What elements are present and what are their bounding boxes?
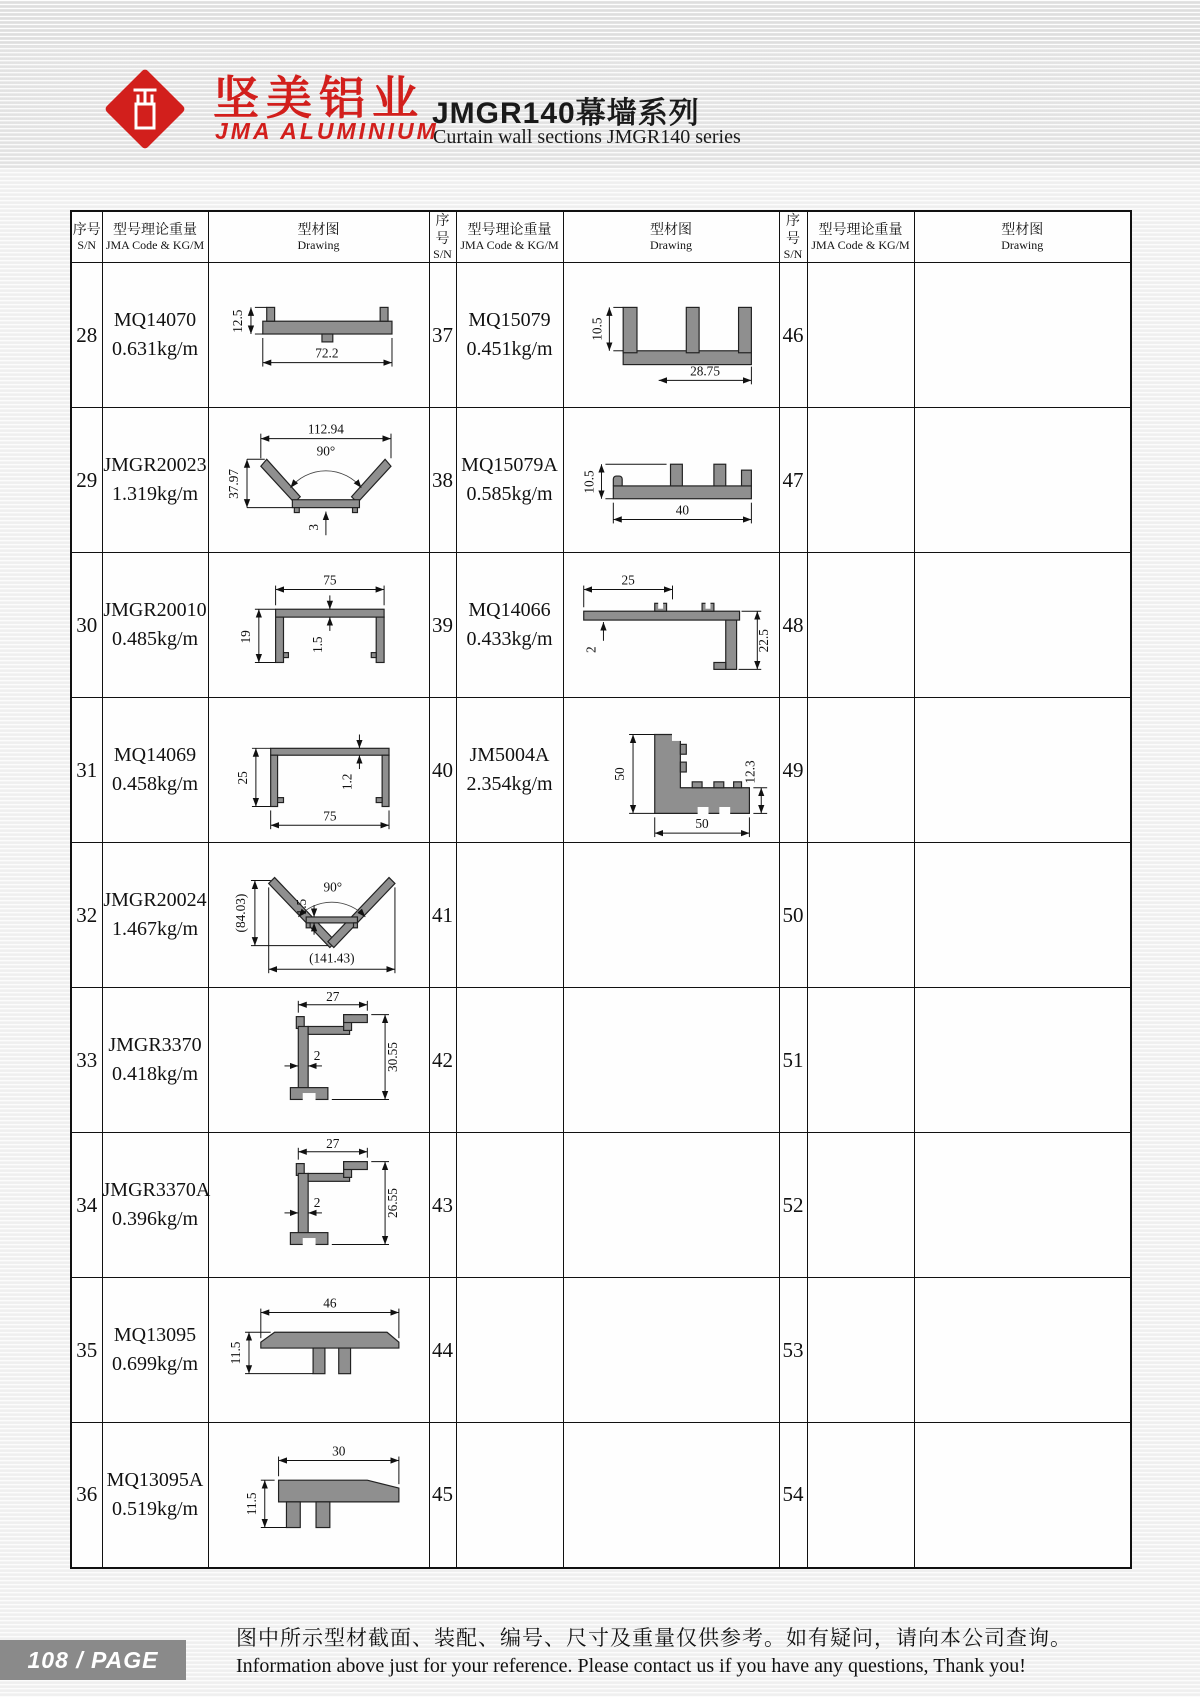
drawing-cell-empty: [914, 1133, 1131, 1278]
page-subtitle: Curtain wall sections JMGR140 series: [433, 126, 741, 148]
dim-label: 11.5: [243, 1492, 259, 1516]
dim-label: 12.3: [741, 759, 757, 784]
drawing-cell: [563, 698, 779, 843]
code-cell: [102, 1423, 208, 1568]
profile-weight: 0.458kg/m: [111, 773, 199, 795]
drawing-cell-empty: [563, 1423, 779, 1568]
drawing-cell-empty: [914, 1423, 1131, 1568]
col-header-sn-2: 序号 S/N: [429, 211, 456, 263]
dim-label: 40: [675, 502, 689, 518]
code-cell: [102, 553, 208, 698]
code-cell: [102, 1133, 211, 1278]
jma-logo-profile-icon: [108, 72, 182, 146]
table-row: [71, 843, 1131, 988]
profile-shape: [583, 603, 739, 669]
drawing-mq15079a: [564, 409, 779, 552]
sn-cell: 40: [429, 698, 456, 843]
profile-weight: 0.699kg/m: [111, 1353, 199, 1375]
col-header-drawing-3: 型材图 Drawing: [914, 211, 1131, 263]
dim-label: 37.97: [225, 468, 241, 499]
profile-code: MQ14066: [468, 599, 551, 621]
sn-cell: 42: [429, 988, 456, 1133]
dim-label: 2: [313, 1194, 320, 1210]
code-cell: [102, 408, 208, 553]
sn-cell: 37: [429, 263, 456, 408]
profile-shape: [262, 307, 391, 342]
code-cell: [102, 698, 208, 843]
sn-cell: 30: [71, 553, 102, 698]
profile-weight: 0.485kg/m: [111, 628, 199, 650]
dim-label: 10.5: [588, 316, 604, 341]
table-header-row: [71, 211, 1131, 263]
profile-shape: [623, 307, 751, 364]
drawing-cell-empty: [914, 263, 1131, 408]
dim-label: 2: [583, 645, 599, 653]
drawing-cell: [208, 843, 429, 988]
code-cell: [456, 1133, 563, 1278]
dim-label: 22.5: [755, 628, 771, 652]
sn-cell: 41: [429, 843, 456, 988]
code-cell: [807, 843, 914, 988]
code-cell: [807, 553, 914, 698]
dim-label: 25: [234, 770, 250, 785]
drawing-cell: [208, 263, 429, 408]
profile-code: JM5004A: [469, 744, 550, 766]
drawing-cell-empty: [914, 843, 1131, 988]
sn-cell: 54: [779, 1423, 807, 1568]
drawing-mq15079: [564, 264, 779, 407]
drawing-cell: [563, 263, 779, 408]
dim-label: 112.94: [307, 421, 344, 437]
drawing-mq13095: [209, 1279, 429, 1422]
code-cell: [102, 988, 208, 1133]
dim-label: 46: [322, 1295, 336, 1311]
dim-label: 12.5: [229, 309, 245, 333]
code-cell: [807, 408, 914, 553]
drawing-jmgr20010: [209, 554, 429, 697]
drawing-cell-empty: [914, 408, 1131, 553]
drawing-cell: [208, 1278, 429, 1423]
dim-label: 72.2: [314, 345, 339, 361]
drawing-mq14070: [209, 264, 429, 407]
drawing-cell: [208, 408, 429, 553]
sn-cell: 31: [71, 698, 102, 843]
profile-code: JMGR3370: [108, 1034, 202, 1056]
drawing-jmgr20023: [209, 409, 429, 552]
dim-label: 1.2: [339, 773, 355, 790]
dim-label: (84.03): [232, 893, 248, 932]
table-row: [71, 553, 1131, 698]
brand-name-cn: 坚美铝业: [213, 72, 425, 124]
profile-weight: 1.467kg/m: [111, 918, 199, 940]
dim-label: 75: [322, 807, 336, 823]
disclaimer-cn: 图中所示型材截面、装配、编号、尺寸及重量仅供参考。如有疑问，请向本公司查询。: [236, 1627, 1072, 1650]
dim-label: 90°: [316, 442, 335, 458]
profile-code: MQ13095A: [106, 1468, 204, 1491]
col-header-code-3: 型号理论重量 JMA Code & KG/M: [807, 211, 914, 263]
sn-cell: 34: [71, 1133, 102, 1278]
sn-cell: 32: [71, 843, 102, 988]
sn-cell: 47: [779, 408, 807, 553]
profile-shape: [270, 748, 388, 806]
dim-label: 30: [331, 1443, 345, 1459]
drawing-cell-empty: [563, 1278, 779, 1423]
col-header-sn-1: 序号 S/N: [71, 211, 102, 263]
code-cell: [807, 698, 914, 843]
sn-cell: 29: [71, 408, 102, 553]
code-cell: [456, 408, 563, 553]
page-number-badge: 108 / PAGE: [0, 1640, 186, 1680]
drawing-jmgr3370: [209, 989, 429, 1132]
metallic-top-band: [0, 0, 1200, 46]
code-cell: [102, 1278, 208, 1423]
profile-weight: 0.451kg/m: [466, 338, 553, 360]
profile-weight: 0.418kg/m: [111, 1063, 199, 1085]
profile-weight: 0.585kg/m: [466, 483, 553, 505]
table-row: [71, 263, 1131, 408]
profile-shape: [290, 1161, 367, 1244]
profile-code: MQ14069: [113, 744, 197, 766]
profile-code: MQ13095: [113, 1324, 197, 1346]
col-header-drawing-2: 型材图 Drawing: [563, 211, 779, 263]
drawing-cell: [208, 698, 429, 843]
drawing-cell: [208, 553, 429, 698]
dim-label: 10.5: [581, 469, 597, 494]
sn-cell: 45: [429, 1423, 456, 1568]
profile-weight: 1.319kg/m: [111, 483, 199, 505]
profile-weight: 0.631kg/m: [111, 338, 199, 360]
profile-weight: 0.433kg/m: [466, 628, 553, 650]
sn-cell: 53: [779, 1278, 807, 1423]
sn-cell: 52: [779, 1133, 807, 1278]
table-row: [71, 408, 1131, 553]
dim-label: 50: [694, 815, 709, 831]
dim-label: 1.5: [293, 898, 309, 915]
code-cell: [456, 1278, 563, 1423]
dim-label: 30.55: [384, 1041, 400, 1072]
code-cell: [807, 1423, 914, 1568]
drawing-cell-empty: [563, 1133, 779, 1278]
profile-code: MQ15079: [468, 309, 551, 331]
profile-shape: [260, 459, 390, 512]
dim-label: 90°: [322, 878, 342, 894]
drawing-cell: [208, 1133, 429, 1278]
profile-weight: 0.396kg/m: [111, 1208, 199, 1230]
drawing-cell: [208, 988, 429, 1133]
dim-label: 27: [325, 1135, 339, 1151]
sn-cell: 39: [429, 553, 456, 698]
sn-cell: 49: [779, 698, 807, 843]
profile-catalog-table: [70, 210, 1132, 1569]
page-title: JMGR140幕墙系列: [432, 97, 700, 130]
dim-label: 26.55: [384, 1187, 400, 1218]
drawing-jmgr3370a: [209, 1134, 429, 1277]
dim-label: 27: [325, 988, 339, 1004]
sn-cell: 50: [779, 843, 807, 988]
profile-code: MQ15079A: [461, 454, 558, 476]
table-row: [71, 988, 1131, 1133]
profile-weight: 2.354kg/m: [466, 773, 553, 795]
drawing-mq14069: [209, 699, 429, 842]
drawing-cell: [208, 1423, 429, 1568]
profile-code: MQ14070: [113, 309, 197, 331]
drawing-cell-empty: [914, 1278, 1131, 1423]
code-cell: [102, 843, 208, 988]
drawing-cell: [563, 553, 779, 698]
drawing-mq14066: [564, 554, 779, 697]
sn-cell: 33: [71, 988, 102, 1133]
dim-label: 25: [620, 572, 635, 588]
drawing-cell-empty: [914, 698, 1131, 843]
col-header-code-2: 型号理论重量 JMA Code & KG/M: [456, 211, 563, 263]
table-row: [71, 1278, 1131, 1423]
sn-cell: 38: [429, 408, 456, 553]
sn-cell: 46: [779, 263, 807, 408]
profile-shape: [260, 1332, 398, 1373]
profile-weight: 0.519kg/m: [111, 1497, 199, 1520]
code-cell: [456, 698, 563, 843]
dim-label: 3: [305, 523, 321, 531]
profile-shape: [290, 1014, 367, 1099]
sn-cell: 43: [429, 1133, 456, 1278]
dim-label: 19: [237, 629, 253, 643]
dim-label: 2: [313, 1047, 320, 1063]
code-cell: [807, 988, 914, 1133]
drawing-cell-empty: [563, 843, 779, 988]
disclaimer-en: Information above just for your reference. Please contact us if you have any questions, Thank you!: [236, 1655, 1026, 1677]
col-header-sn-3: 序号 S/N: [779, 211, 807, 263]
profile-shape: [654, 734, 749, 813]
brand-name-en: JMA ALUMINIUM: [215, 118, 439, 144]
drawing-cell-empty: [914, 988, 1131, 1133]
col-header-drawing-1: 型材图 Drawing: [208, 211, 429, 263]
code-cell: [807, 263, 914, 408]
dim-label: 75: [322, 572, 336, 588]
table-row: [71, 698, 1131, 843]
drawing-mq13095a: [209, 1423, 429, 1566]
profile-shape: [613, 464, 751, 499]
sn-cell: 36: [71, 1423, 102, 1568]
sn-cell: 28: [71, 263, 102, 408]
table-row: [71, 1133, 1131, 1278]
profile-code: JMGR20023: [103, 454, 207, 476]
col-header-code-1: 型号理论重量 JMA Code & KG/M: [102, 211, 208, 263]
dim-label: 1.5: [309, 635, 325, 653]
profile-code: JMGR20024: [103, 889, 207, 911]
table-row: [71, 1423, 1131, 1568]
drawing-jmgr20024: [209, 844, 429, 987]
code-cell: [807, 1278, 914, 1423]
dim-label: 50: [611, 766, 627, 781]
code-cell: [456, 1423, 563, 1568]
sn-cell: 35: [71, 1278, 102, 1423]
dim-label: 28.75: [689, 362, 720, 378]
dim-label: (141.43): [308, 949, 355, 965]
profile-shape: [278, 1480, 398, 1527]
sn-cell: 51: [779, 988, 807, 1133]
code-cell: [456, 988, 563, 1133]
drawing-cell-empty: [914, 553, 1131, 698]
profile-code: JMGR3370A: [102, 1179, 211, 1201]
sn-cell: 44: [429, 1278, 456, 1423]
code-cell: [456, 263, 563, 408]
code-cell: [807, 1133, 914, 1278]
profile-code: JMGR20010: [103, 599, 207, 621]
dim-label: 11.5: [227, 1341, 243, 1364]
sn-cell: 48: [779, 553, 807, 698]
code-cell: [102, 263, 208, 408]
code-cell: [456, 843, 563, 988]
code-cell: [456, 553, 563, 698]
drawing-cell-empty: [563, 988, 779, 1133]
drawing-jm5004a: [564, 699, 779, 842]
drawing-cell: [563, 408, 779, 553]
